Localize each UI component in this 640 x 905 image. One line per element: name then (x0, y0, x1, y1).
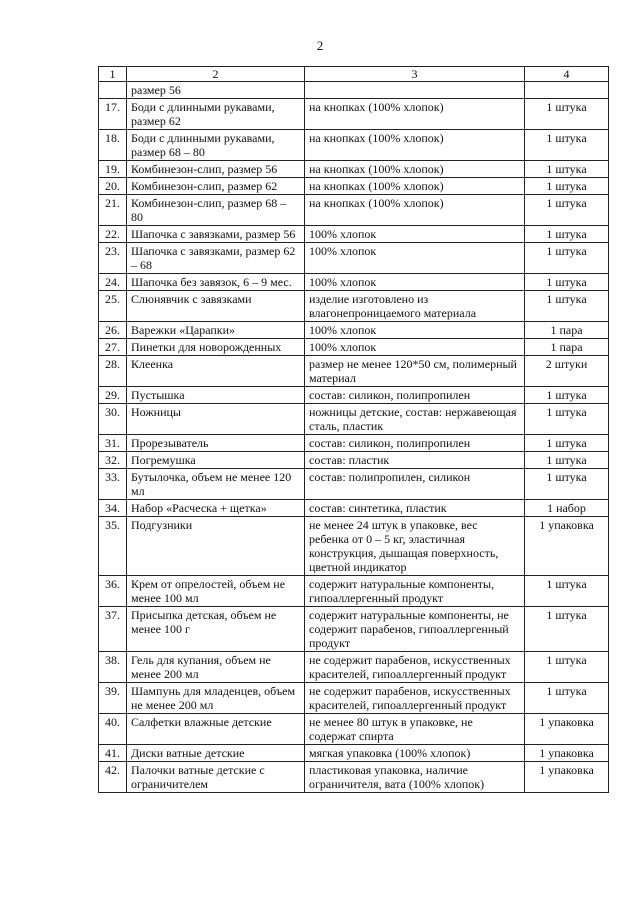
column-header-3: 3 (305, 67, 525, 82)
table-row (99, 130, 609, 161)
item-description (305, 82, 525, 99)
table-header-row (99, 67, 609, 82)
item-name: Шапочка без завязок, 6 – 9 мес. (127, 274, 305, 291)
item-quantity: 1 штука (525, 178, 609, 195)
item-name: Палочки ватные детские с ограничителем (127, 762, 305, 793)
table-row (99, 452, 609, 469)
row-number: 38. (99, 652, 127, 683)
row-number: 18. (99, 130, 127, 161)
item-description: 100% хлопок (305, 274, 525, 291)
item-name: Пинетки для новорожденных (127, 339, 305, 356)
row-number: 30. (99, 404, 127, 435)
table-row (99, 226, 609, 243)
table-row (99, 339, 609, 356)
table-row (99, 517, 609, 576)
table-row (99, 435, 609, 452)
row-number: 22. (99, 226, 127, 243)
table-row (99, 161, 609, 178)
table-row (99, 714, 609, 745)
item-name: Боди с длинными рукавами, размер 68 – 80 (127, 130, 305, 161)
item-quantity: 1 штука (525, 130, 609, 161)
item-description: содержит натуральные компоненты, гипоаллергенный продукт (305, 576, 525, 607)
item-description: ножницы детские, состав: нержавеющая сталь, пластик (305, 404, 525, 435)
item-quantity: 1 штука (525, 652, 609, 683)
item-quantity: 1 штука (525, 226, 609, 243)
column-header-2: 2 (127, 67, 305, 82)
item-name: Набор «Расческа + щетка» (127, 500, 305, 517)
item-quantity: 1 штука (525, 161, 609, 178)
item-description: не содержит парабенов, искусственных красителей, гипоаллергенный продукт (305, 652, 525, 683)
row-number: 24. (99, 274, 127, 291)
item-name: Шапочка с завязками, размер 56 (127, 226, 305, 243)
row-number: 31. (99, 435, 127, 452)
item-quantity: 1 упаковка (525, 517, 609, 576)
item-description: состав: пластик (305, 452, 525, 469)
row-number: 41. (99, 745, 127, 762)
item-quantity: 1 штука (525, 404, 609, 435)
item-name: Комбинезон-слип, размер 62 (127, 178, 305, 195)
table-row (99, 652, 609, 683)
row-number: 32. (99, 452, 127, 469)
item-quantity: 1 штука (525, 576, 609, 607)
item-quantity: 1 штука (525, 195, 609, 226)
row-number: 36. (99, 576, 127, 607)
item-quantity: 1 штука (525, 291, 609, 322)
item-name: Бутылочка, объем не менее 120 мл (127, 469, 305, 500)
item-quantity: 2 штуки (525, 356, 609, 387)
row-number: 25. (99, 291, 127, 322)
table-row (99, 274, 609, 291)
item-quantity: 1 пара (525, 339, 609, 356)
items-table (98, 66, 609, 793)
item-quantity: 1 штука (525, 99, 609, 130)
row-number (99, 82, 127, 99)
row-number: 29. (99, 387, 127, 404)
item-description: содержит натуральные компоненты, не содержит парабенов, гипоаллергенный продукт (305, 607, 525, 652)
item-description: состав: полипропилен, силикон (305, 469, 525, 500)
item-quantity: 1 набор (525, 500, 609, 517)
table-row (99, 607, 609, 652)
item-name: Диски ватные детские (127, 745, 305, 762)
item-description: 100% хлопок (305, 322, 525, 339)
item-description: на кнопках (100% хлопок) (305, 130, 525, 161)
item-quantity: 1 упаковка (525, 745, 609, 762)
column-header-4: 4 (525, 67, 609, 82)
item-name: Погремушка (127, 452, 305, 469)
table-row (99, 387, 609, 404)
table-row (99, 683, 609, 714)
row-number: 39. (99, 683, 127, 714)
item-description: не содержит парабенов, искусственных красителей, гипоаллергенный продукт (305, 683, 525, 714)
item-quantity: 1 штука (525, 469, 609, 500)
row-number: 28. (99, 356, 127, 387)
item-quantity: 1 штука (525, 435, 609, 452)
table-row (99, 469, 609, 500)
item-quantity: 1 штука (525, 452, 609, 469)
row-number: 35. (99, 517, 127, 576)
row-number: 17. (99, 99, 127, 130)
item-quantity: 1 штука (525, 607, 609, 652)
row-number: 34. (99, 500, 127, 517)
item-name: Комбинезон-слип, размер 68 – 80 (127, 195, 305, 226)
row-number: 21. (99, 195, 127, 226)
row-number: 26. (99, 322, 127, 339)
item-name: размер 56 (127, 82, 305, 99)
column-header-1: 1 (99, 67, 127, 82)
item-description: не менее 80 штук в упаковке, не содержат спирта (305, 714, 525, 745)
item-description: на кнопках (100% хлопок) (305, 195, 525, 226)
item-quantity: 1 упаковка (525, 714, 609, 745)
table-row (99, 82, 609, 99)
row-number: 40. (99, 714, 127, 745)
item-name: Боди с длинными рукавами, размер 62 (127, 99, 305, 130)
item-name: Гель для купания, объем не менее 200 мл (127, 652, 305, 683)
item-name: Подгузники (127, 517, 305, 576)
table-row (99, 195, 609, 226)
item-description: не менее 24 штук в упаковке, вес ребенка от 0 – 5 кг, эластичная конструкция, дышащая поверхность, цветной индикатор (305, 517, 525, 576)
table-row (99, 356, 609, 387)
item-name: Присыпка детская, объем не менее 100 г (127, 607, 305, 652)
row-number: 42. (99, 762, 127, 793)
item-description: состав: силикон, полипропилен (305, 387, 525, 404)
item-description: состав: синтетика, пластик (305, 500, 525, 517)
row-number: 20. (99, 178, 127, 195)
item-name: Шапочка с завязками, размер 62 – 68 (127, 243, 305, 274)
item-name: Пустышка (127, 387, 305, 404)
table-row (99, 745, 609, 762)
item-name: Слюнявчик с завязками (127, 291, 305, 322)
item-description: 100% хлопок (305, 339, 525, 356)
table-row (99, 762, 609, 793)
row-number: 19. (99, 161, 127, 178)
item-name: Салфетки влажные детские (127, 714, 305, 745)
row-number: 27. (99, 339, 127, 356)
item-description: на кнопках (100% хлопок) (305, 178, 525, 195)
table-row (99, 243, 609, 274)
item-description: 100% хлопок (305, 226, 525, 243)
item-name: Варежки «Царапки» (127, 322, 305, 339)
item-description: изделие изготовлено из влагонепроницаемого материала (305, 291, 525, 322)
item-quantity: 1 пара (525, 322, 609, 339)
item-description: состав: силикон, полипропилен (305, 435, 525, 452)
item-name: Комбинезон-слип, размер 56 (127, 161, 305, 178)
item-description: пластиковая упаковка, наличие ограничителя, вата (100% хлопок) (305, 762, 525, 793)
table-row (99, 576, 609, 607)
item-quantity (525, 82, 609, 99)
item-quantity: 1 штука (525, 683, 609, 714)
item-description: на кнопках (100% хлопок) (305, 99, 525, 130)
table-row (99, 404, 609, 435)
item-name: Крем от опрелостей, объем не менее 100 мл (127, 576, 305, 607)
row-number: 37. (99, 607, 127, 652)
row-number: 23. (99, 243, 127, 274)
row-number: 33. (99, 469, 127, 500)
page-number: 2 (316, 38, 324, 53)
item-name: Прорезыватель (127, 435, 305, 452)
item-description: мягкая упаковка (100% хлопок) (305, 745, 525, 762)
item-name: Шампунь для младенцев, объем не менее 200 мл (127, 683, 305, 714)
item-quantity: 1 упаковка (525, 762, 609, 793)
table-row (99, 178, 609, 195)
item-name: Ножницы (127, 404, 305, 435)
table-row (99, 291, 609, 322)
item-description: 100% хлопок (305, 243, 525, 274)
item-quantity: 1 штука (525, 243, 609, 274)
table-row (99, 500, 609, 517)
item-quantity: 1 штука (525, 274, 609, 291)
table-row (99, 99, 609, 130)
item-description: на кнопках (100% хлопок) (305, 161, 525, 178)
item-name: Клеенка (127, 356, 305, 387)
item-description: размер не менее 120*50 см, полимерный материал (305, 356, 525, 387)
table-row (99, 322, 609, 339)
item-quantity: 1 штука (525, 387, 609, 404)
